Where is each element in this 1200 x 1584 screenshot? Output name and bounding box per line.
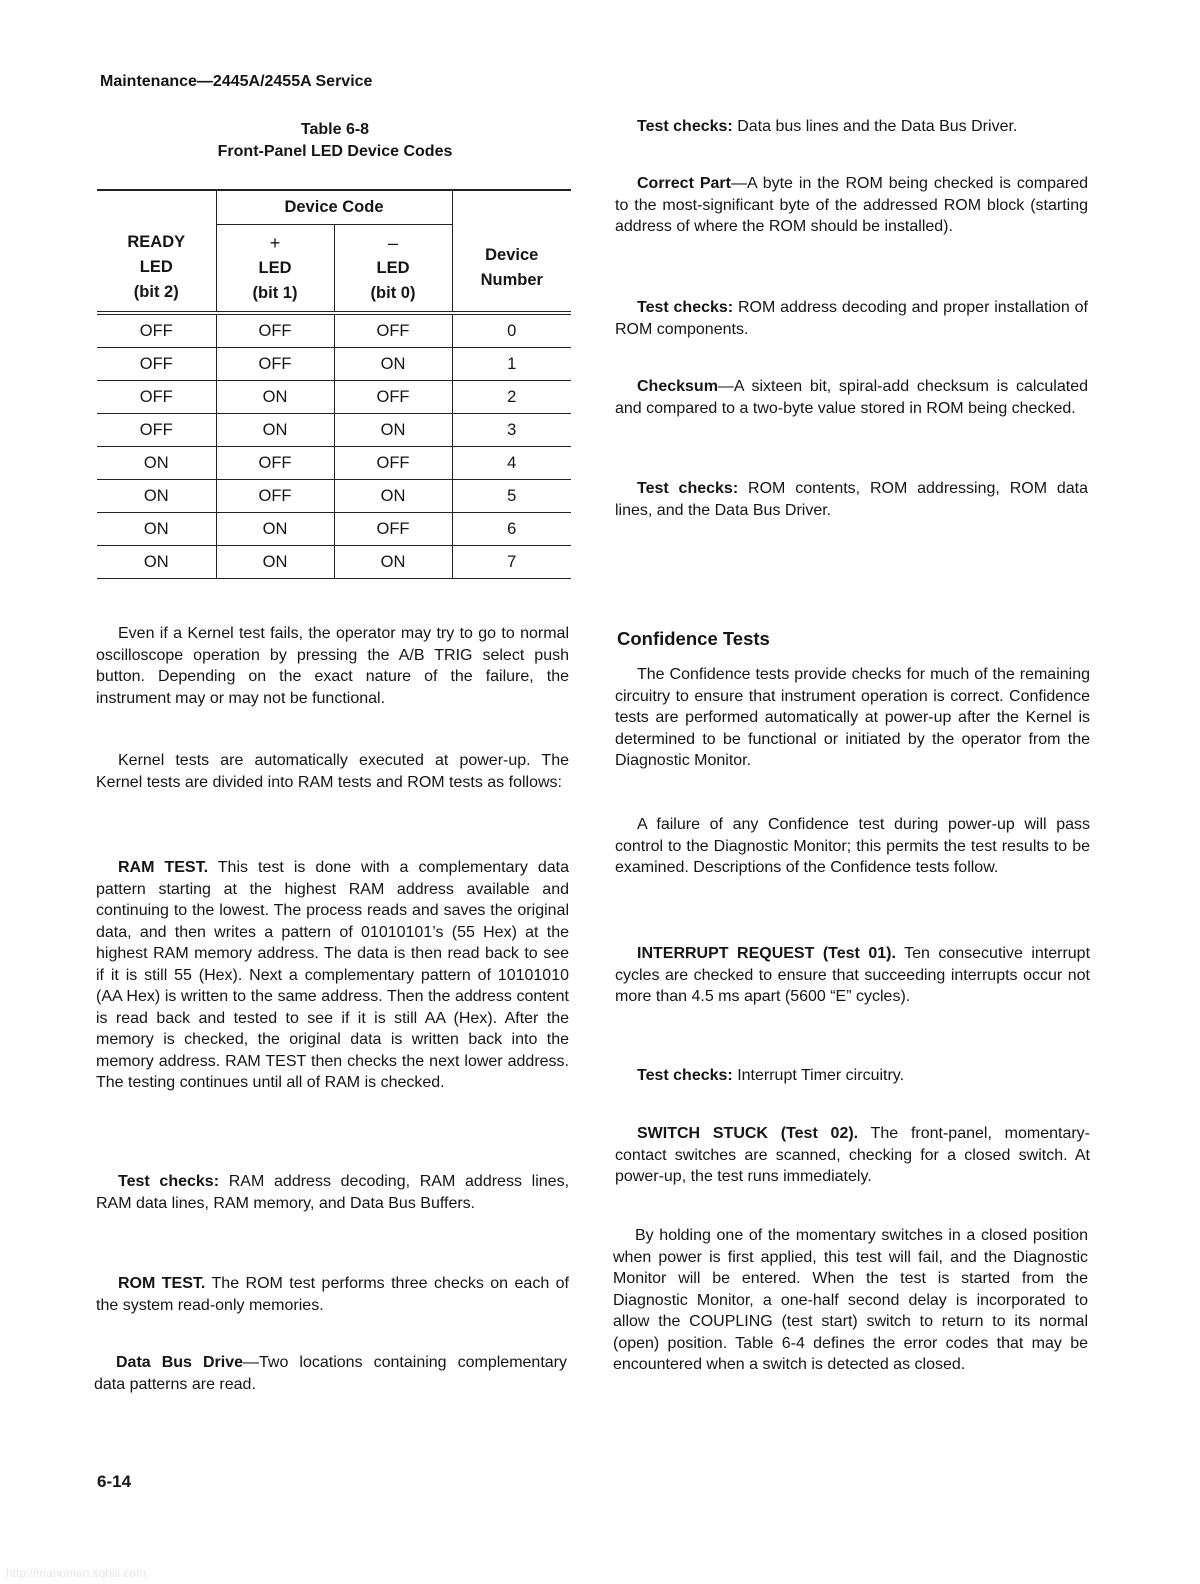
column-header-plus-led: + LED (bit 1) bbox=[216, 225, 334, 314]
table-row bbox=[97, 447, 571, 480]
test-checks-lead: Test checks: bbox=[637, 118, 733, 135]
table-row bbox=[97, 348, 571, 381]
running-header: Maintenance—2445A/2455A Service bbox=[100, 73, 373, 90]
table-title bbox=[98, 119, 572, 163]
table-cell: OFF bbox=[216, 447, 334, 480]
table-number: Table 6-8 bbox=[300, 121, 370, 138]
confidence-failure-paragraph: A failure of any Confidence test during power-up will pass control to the Diagnostic Monitor; this permits the test results to be examined. Descriptions of the Confidence tests follow. bbox=[615, 816, 1090, 876]
correct-part-lead: Correct Part bbox=[637, 175, 731, 192]
table-cell: ON bbox=[334, 348, 452, 381]
rom-test-lead: ROM TEST. bbox=[118, 1275, 206, 1292]
interrupt-checks-paragraph: Test checks: Interrupt Timer circuitry. bbox=[637, 1067, 905, 1084]
table-cell: 1 bbox=[452, 348, 571, 381]
table-cell: ON bbox=[334, 546, 452, 579]
table-cell: OFF bbox=[334, 447, 452, 480]
table-header-row bbox=[97, 225, 571, 314]
table-cell: OFF bbox=[97, 381, 216, 414]
table-header-row bbox=[97, 190, 571, 225]
table-cell: ON bbox=[97, 480, 216, 513]
test-checks-lead: Test checks: bbox=[118, 1173, 220, 1190]
checksum-lead: Checksum bbox=[637, 378, 718, 395]
test-checks-lead: Test checks: bbox=[637, 1067, 733, 1084]
checksum-paragraph: Checksum—A sixteen bit, spiral-add checksum is calculated and compared to a two-byte value stored in ROM being checked. bbox=[615, 378, 1088, 417]
column-header-ready-led: READY LED (bit 2) bbox=[97, 225, 216, 314]
kernel-tests-paragraph: Kernel tests are automatically executed at power-up. The Kernel tests are divided into RAM tests and ROM tests as follows: bbox=[96, 752, 569, 791]
table-row bbox=[97, 381, 571, 414]
test-checks-lead: Test checks: bbox=[637, 299, 734, 316]
page-number: 6-14 bbox=[97, 1472, 132, 1491]
kernel-fail-paragraph: Even if a Kernel test fails, the operator may try to go to normal oscilloscope operation by pressing the A/B TRIG select push button. Depending on the exact nature of the failure, the instrument may or may not be functional. bbox=[96, 625, 569, 707]
table-cell: 4 bbox=[452, 447, 571, 480]
table-cell: 5 bbox=[452, 480, 571, 513]
column-header-device-number: Device Number bbox=[452, 225, 571, 314]
table-cell: OFF bbox=[334, 381, 452, 414]
correct-part-checks-paragraph: Test checks: ROM address decoding and proper installation of ROM components. bbox=[615, 299, 1088, 338]
switch-stuck-detail-paragraph: By holding one of the momentary switches in a closed position when power is first applied, this test will fail, and the Diagnostic Monitor will be entered. When the test is started from the Diagnostic Monitor, a one-half second delay is incorporated to allow the COUPLING (test start) switch to return to its normal (open) position. Table 6-4 defines the error codes that may be encountered when a switch is detected as closed. bbox=[613, 1227, 1088, 1373]
table-caption: Front-Panel LED Device Codes bbox=[217, 143, 453, 160]
watermark-url: http://manoman.sqhill.com bbox=[6, 1566, 147, 1580]
interrupt-request-paragraph: INTERRUPT REQUEST (Test 01). Ten consecutive interrupt cycles are checked to ensure that succeeding interrupts occur not more than 4.5 ms apart (5600 “E” cycles). bbox=[615, 945, 1091, 1005]
table-row bbox=[97, 313, 571, 348]
ram-test-checks-paragraph: Test checks: RAM address decoding, RAM address lines, RAM data lines, RAM memory, and Data Bus Buffers. bbox=[96, 1173, 570, 1212]
switch-stuck-lead: SWITCH STUCK (Test 02). bbox=[637, 1125, 859, 1142]
table-cell: ON bbox=[97, 546, 216, 579]
table-cell: OFF bbox=[216, 313, 334, 348]
data-bus-drive-paragraph: Data Bus Drive—Two locations containing complementary data patterns are read. bbox=[94, 1354, 567, 1393]
device-code-header: Device Code bbox=[216, 190, 452, 225]
test-checks-lead: Test checks: bbox=[637, 480, 739, 497]
data-bus-drive-lead: Data Bus Drive bbox=[116, 1354, 244, 1371]
correct-part-paragraph: Correct Part—A byte in the ROM being checked is compared to the most-significant byte of the addressed ROM block (starting address of where the ROM should be installed). bbox=[615, 175, 1089, 235]
confidence-intro-paragraph: The Confidence tests provide checks for much of the remaining circuitry to ensure that instrument operation is correct. Confidence tests are performed automatically at power-up after the Kernel is determined to be functional or initiated by the operator from the Diagnostic Monitor. bbox=[615, 666, 1090, 769]
table-cell: 6 bbox=[452, 513, 571, 546]
table-cell: ON bbox=[334, 414, 452, 447]
table-cell: ON bbox=[216, 513, 334, 546]
table-cell: ON bbox=[216, 414, 334, 447]
table-row bbox=[97, 513, 571, 546]
table-row bbox=[97, 414, 571, 447]
table-cell: OFF bbox=[334, 513, 452, 546]
table-cell: ON bbox=[334, 480, 452, 513]
table-row bbox=[97, 546, 571, 579]
ram-test-paragraph: RAM TEST. This test is done with a complementary data pattern starting at the highest RAM address available and continuing to the lowest. The process reads and saves the original data, and then writes a pattern of 01010101’s (55 Hex) at the highest RAM memory address. The data is then read back to see if it is still 55 (Hex). Next a complementary pattern of 10101010 (AA Hex) is written to the same address. Then the address content is read back and tested to see if it is still AA (Hex). After the memory is checked, the original data is written back into the memory address. RAM TEST then checks the next lower address. The testing continues until all of RAM is checked. bbox=[96, 859, 570, 1091]
rom-test-paragraph: ROM TEST. The ROM test performs three checks on each of the system read-only memories. bbox=[96, 1275, 570, 1314]
table-cell: ON bbox=[216, 381, 334, 414]
table-cell: 7 bbox=[452, 546, 571, 579]
table-cell: 3 bbox=[452, 414, 571, 447]
table-cell: 2 bbox=[452, 381, 571, 414]
interrupt-request-lead: INTERRUPT REQUEST (Test 01). bbox=[637, 945, 896, 962]
column-header-minus-led: – LED (bit 0) bbox=[334, 225, 452, 314]
table-cell: OFF bbox=[216, 348, 334, 381]
table-cell: OFF bbox=[97, 348, 216, 381]
data-bus-checks-paragraph: Test checks: Data bus lines and the Data Bus Driver. bbox=[637, 118, 1018, 135]
table-row bbox=[97, 480, 571, 513]
led-device-code-table bbox=[97, 189, 571, 579]
table-cell: OFF bbox=[97, 313, 216, 348]
confidence-tests-heading: Confidence Tests bbox=[617, 628, 770, 649]
table-cell: 0 bbox=[452, 313, 571, 348]
table-cell: ON bbox=[97, 513, 216, 546]
table-cell: ON bbox=[97, 447, 216, 480]
table-cell: OFF bbox=[97, 414, 216, 447]
switch-stuck-paragraph: SWITCH STUCK (Test 02). The front-panel, momentary-contact switches are scanned, checking for a closed switch. At power-up, the test runs immediately. bbox=[615, 1125, 1091, 1185]
table-cell: OFF bbox=[216, 480, 334, 513]
table-cell: OFF bbox=[334, 313, 452, 348]
checksum-checks-paragraph: Test checks: ROM contents, ROM addressing, ROM data lines, and the Data Bus Driver. bbox=[615, 480, 1089, 519]
table-cell: ON bbox=[216, 546, 334, 579]
ram-test-lead: RAM TEST. bbox=[118, 859, 209, 876]
